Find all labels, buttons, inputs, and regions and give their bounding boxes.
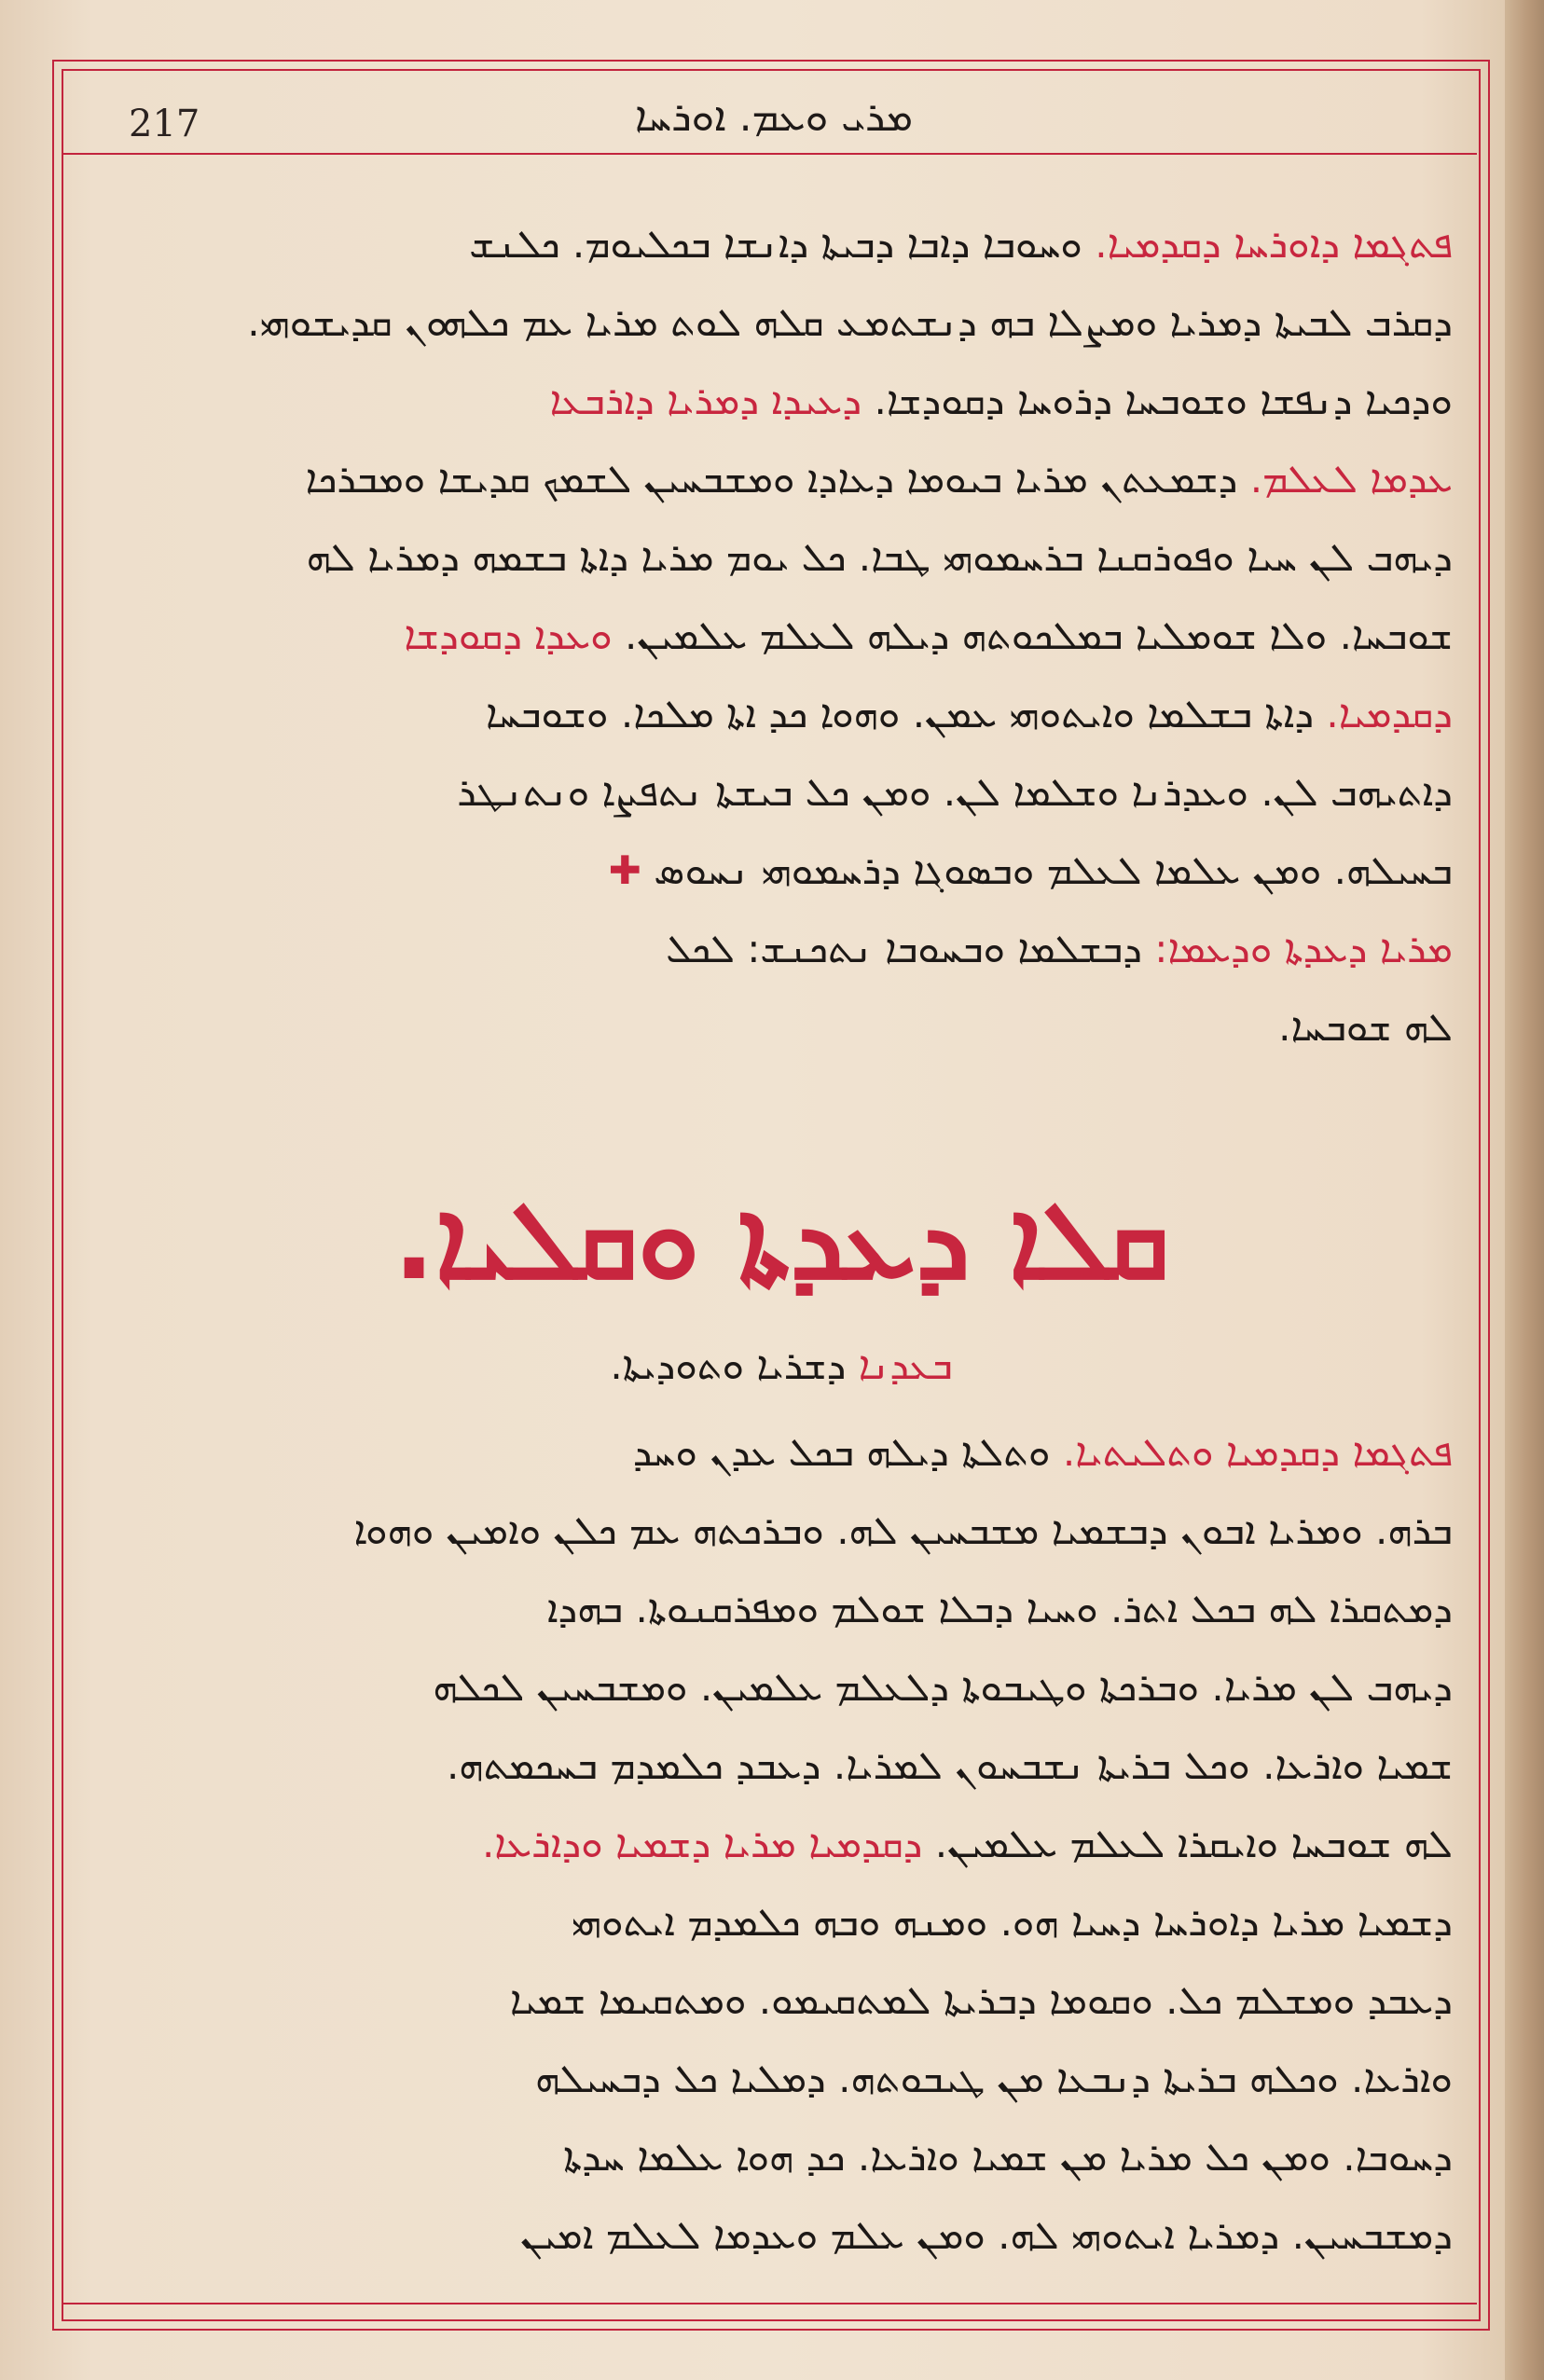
text-line: [110, 205, 1453, 283]
text-line: [110, 597, 1453, 675]
text-line: [110, 1961, 1453, 2040]
body-text: ܒܚܝܠܗ. ܘܡܢ ܥܠܡܐ ܠܥܠܡ ܘܒܣܘܓܐ ܕܪܚܡܘܗܝ ܢܚܘܣ: [641, 847, 1453, 893]
body-text: ܕܒܫܠܡܐ ܘܒܚܘܒܐ ܢܬܟܢܫ: ܠܟܠ: [666, 926, 1155, 971]
rubric-text: ܘܥܕܐ ܕܩܘܕܫܐ: [404, 612, 613, 658]
body-text: ܕܐܬܐ ܒܫܠܡܐ ܘܐܝܬܘܗܝ ܥܡܢ. ܘܗܘܐ ܟܕ ܐܬܐ ܡܠܟܐ. ܘܫܘܒܚܐ: [485, 691, 1327, 736]
section-subheading: [110, 1333, 1453, 1398]
text-line: [110, 2118, 1453, 2196]
body-text: ܘܬܠܬܐ ܕܝܠܗ ܒܟܠ ܥܕܢ ܘܚܕ: [632, 1429, 1063, 1475]
text-line: [110, 518, 1453, 597]
text-line: [110, 283, 1453, 362]
rubric-text: ܥܕܡܐ ܠܥܠܡ.: [1249, 456, 1453, 502]
book-gutter: [1505, 0, 1544, 2380]
body-text: ܕܥܒܕ ܘܡܫܠܡ ܟܠ. ܘܩܘܡܐ ܕܒܪܝܬܐ ܠܡܬܩܝܡܘ. ܘܡܬܩܝܡܐ ܫܡܝܐ: [509, 1977, 1453, 2023]
text-line: [110, 440, 1453, 518]
body-text: ܕܫܡܝܐ ܡܪܝܐ ܕܐܘܪܚܐ ܕܚܝܐ ܗܘ. ܘܡܢܗ ܘܒܗ ܟܠܡܕܡ ܐܝܬܘܗܝ: [571, 1899, 1453, 1945]
body-text: ܫܘܒܚܐ. ܘܠܐ ܫܘܡܠܝܐ ܒܡܠܟܘܬܗ ܕܝܠܗ ܠܥܠܡ ܥܠܡܝܢ.: [612, 612, 1453, 658]
body-text: ܠܗ ܫܘܒܚܐ ܘܐܝܩܪܐ ܠܥܠܡ ܥܠܡܝܢ.: [922, 1821, 1453, 1866]
header-rule: [63, 153, 1477, 155]
rubric-text: ܕܩܕܡܝܐ.: [1326, 691, 1453, 736]
rubric-text: ܦܬܓܡܐ ܕܩܕܡܝܐ ܘܬܠܝܬܝܐ.: [1062, 1429, 1453, 1475]
text-line: [110, 675, 1453, 753]
text-section-2: [110, 1413, 1453, 2275]
rubric-text: ܡܪܝܐ ܕܥܕܬܐ ܘܕܥܡܐ:: [1154, 926, 1453, 971]
text-line: [110, 1883, 1453, 1961]
text-line: [110, 753, 1453, 832]
body-text: ܕܐܬܝܗܒ ܠܢ. ܘܥܕܪܢܐ ܘܫܠܡܐ ܠܢ. ܘܡܢ ܟܠ ܒܝܫܬܐ ܢܬܦܨܐ ܘܢܬܢܛܪ: [457, 769, 1453, 815]
text-line: [110, 910, 1453, 988]
rubric-text: ✚: [608, 847, 641, 893]
text-line: [110, 2040, 1453, 2118]
text-section-1: [110, 205, 1453, 1066]
rubric-text: ܒܥܕܢܐ: [858, 1342, 953, 1388]
body-text: ܘܕܟܝܐ ܕܢܦܫܐ ܘܫܘܒܚܐ ܕܪܘܚܐ ܕܩܘܕܫܐ.: [862, 378, 1453, 423]
body-text: ܕܫܡܥܬܢ ܡܪܝܐ ܒܝܘܡܐ ܕܥܐܕܐ ܘܡܫܒܚܝܢ ܠܫܡܟ ܩܕܝܫܐ ܘܡܒܪܟܐ: [305, 456, 1250, 502]
running-title: ܡܪܝ ܘܥܡ. ܐܘܪܚܐ: [634, 93, 914, 141]
body-text: ܕܡܫܒܚܝܢ. ܕܡܪܝܐ ܐܝܬܘܗܝ ܠܗ. ܘܡܢ ܥܠܡ ܘܥܕܡܐ ܠܥܠܡ ܐܡܝܢ: [520, 2212, 1453, 2258]
body-text: ܫܡܝܐ ܘܐܪܥܐ. ܘܟܠ ܒܪܝܬܐ ܢܫܒܚܘܢ ܠܡܪܝܐ. ܕܥܒܕ ܟܠܡܕܡ ܒܚܟܡܬܗ.: [446, 1742, 1453, 1788]
text-line: [110, 1492, 1453, 1570]
body-text: ܘܚܘܒܐ ܕܐܒܐ ܕܒܝܬܐ ܕܐܢܫܐ ܒܟܠܝܘܡ. ܟܠܢܫ: [469, 221, 1096, 267]
body-text: ܕܡܬܩܪܐ ܠܗ ܒܟܠ ܐܬܪ. ܘܚܝܐ ܕܒܠܐ ܫܘܠܡ ܘܡܦܪܩܢܘܬܐ. ܒܗܕܐ: [546, 1586, 1453, 1631]
text-line: [110, 1413, 1453, 1492]
text-line: [110, 988, 1453, 1066]
body-text: ܠܗ ܫܘܒܚܐ.: [1278, 1004, 1453, 1050]
rubric-text: ܦܬܓܡܐ ܕܐܘܪܚܐ ܕܩܕܡܝܐ.: [1095, 221, 1453, 267]
text-line: [110, 1648, 1453, 1727]
text-line: [110, 1805, 1453, 1883]
rubric-text: ܕܩܕܡܝܐ ܡܪܝܐ ܕܫܡܝܐ ܘܕܐܪܥܐ.: [481, 1821, 923, 1866]
body-text: ܕܫܪܝܐ ܘܬܘܕܝܬܐ.: [610, 1342, 859, 1388]
text-line: [110, 1570, 1453, 1648]
section-heading: ܩܠܐ ܕܥܕܬܐ ܘܩܠܝܐ.: [393, 1176, 1170, 1304]
body-text: ܕܩܪܒ ܠܒܝܬܐ ܕܡܪܝܐ ܘܡܨܠܐ ܒܗ ܕܢܫܬܡܥ ܩܠܗ ܠܘܬ ܡܪܝܐ ܥܡ ܟܠܗܘܢ ܩܕܝܫܘܗܝ.: [247, 299, 1453, 345]
text-line: [110, 832, 1453, 910]
page-number: 217: [129, 103, 200, 145]
text-line: [110, 2196, 1453, 2275]
footer-rule: [63, 2303, 1477, 2304]
body-text: ܕܝܗܒ ܠܢ ܚܝܐ ܘܦܘܪܩܢܐ ܒܪܚܡܘܗܝ ܛܒܐ. ܟܠ ܝܘܡ ܡܪܝܐ ܕܐܬܐ ܒܫܡܗ ܕܡܪܝܐ ܠܗ: [306, 534, 1453, 580]
body-text: ܕܝܗܒ ܠܢ ܡܪܝܐ. ܘܒܪܟܬܐ ܘܛܝܒܘܬܐ ܕܠܥܠܡ ܥܠܡܝܢ. ܘܡܫܒܚܝܢ ܠܟܠܗ: [433, 1664, 1453, 1710]
text-line: [110, 362, 1453, 440]
rubric-text: ܕܥܝܕܐ ܕܡܪܝܐ ܕܐܪܒܥܐ: [549, 378, 862, 423]
body-text: ܘܐܪܥܐ. ܘܟܠܗ ܒܪܝܬܐ ܕܢܒܥܐ ܡܢ ܛܝܒܘܬܗ. ܕܡܠܝܐ ܟܠ ܕܒܚܝܠܗ: [535, 2056, 1453, 2101]
body-text: ܒܪܗ. ܘܡܪܝܐ ܐܒܘܢ ܕܒܫܡܝܐ ܡܫܒܚܝܢ ܠܗ. ܘܒܪܟܬܗ ܥܡ ܟܠܢ ܘܐܡܝܢ ܘܗܘܐ: [353, 1507, 1453, 1553]
body-text: ܕܚܘܒܐ. ܘܡܢ ܟܠ ܡܪܝܐ ܡܢ ܫܡܝܐ ܘܐܪܥܐ. ܟܕ ܗܘܐ ܥܠܡܐ ܚܕܬܐ: [563, 2134, 1453, 2180]
text-line: [110, 1727, 1453, 1805]
